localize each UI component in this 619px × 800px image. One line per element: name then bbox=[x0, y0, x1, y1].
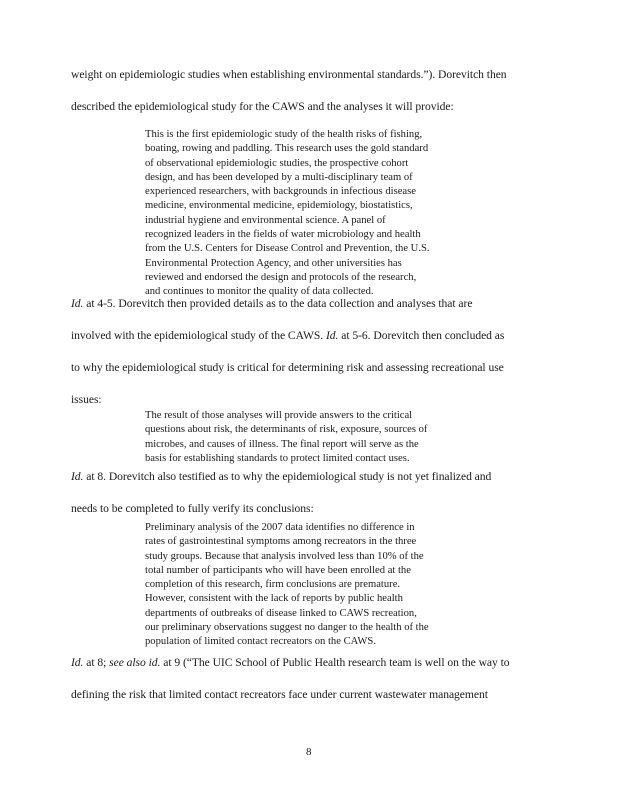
body-text-line: issues: bbox=[71, 393, 102, 406]
text-segment: at 5-6. Dorevitch then concluded as bbox=[338, 329, 505, 342]
quote-line: design, and has been developed by a multi-disciplinary team of bbox=[145, 171, 413, 183]
body-text-line: to why the epidemiological study is critical for determining risk and assessing recreational use bbox=[71, 361, 504, 374]
quote-line: total number of participants who will have been enrolled at the bbox=[145, 564, 411, 576]
body-text-line: weight on epidemiologic studies when establishing environmental standards.”). Dorevitch then bbox=[71, 68, 507, 81]
quote-line: from the U.S. Centers for Disease Control and Prevention, the U.S. bbox=[145, 243, 430, 255]
quote-line: population of limited contact recreators on the CAWS. bbox=[145, 636, 376, 648]
text-segment: at 8. Dorevitch also testified as to why the epidemiological study is not yet finalized and bbox=[83, 470, 492, 483]
quote-line: departments of outbreaks of disease linked to CAWS recreation, bbox=[145, 607, 417, 619]
quote-line: recognized leaders in the fields of water microbiology and health bbox=[145, 229, 421, 241]
quote-line: The result of those analyses will provide answers to the critical bbox=[145, 410, 413, 421]
citation-id: Id. bbox=[71, 656, 84, 669]
body-text-line bbox=[71, 329, 551, 342]
quote-line: basis for establishing standards to protect limited contact uses. bbox=[145, 452, 410, 464]
quote-line: medicine, environmental medicine, epidemiology, biostatistics, bbox=[145, 200, 413, 212]
block-quote bbox=[145, 521, 485, 650]
body-text-line bbox=[71, 470, 551, 483]
quote-line: completion of this research, firm conclusions are premature. bbox=[145, 579, 401, 591]
quote-line: microbes, and causes of illness. The final report will serve as the bbox=[145, 438, 419, 450]
citation-id: Id. bbox=[71, 470, 84, 483]
page-number: 8 bbox=[306, 746, 312, 758]
quote-line: questions about risk, the determinants of risk, exposure, sources of bbox=[145, 424, 428, 436]
text-segment: at 4-5. Dorevitch then provided details as to the data collection and analyses that are bbox=[83, 297, 473, 310]
quote-line: rates of gastrointestinal symptoms among recreators in the three bbox=[145, 536, 417, 548]
text-segment: at 9 (“The UIC School of Public Health research team is well on the way to bbox=[160, 656, 510, 669]
body-text-line bbox=[71, 297, 551, 310]
body-text-line: described the epidemiological study for the CAWS and the analyses it will provide: bbox=[71, 100, 454, 113]
citation-signal: see also id. bbox=[109, 656, 161, 669]
quote-line: of observational epidemiologic studies, the prospective cohort bbox=[145, 157, 409, 169]
quote-line: experienced researchers, with backgrounds in infectious disease bbox=[145, 186, 416, 198]
quote-line: our preliminary observations suggest no danger to the health of the bbox=[145, 622, 429, 634]
citation-id: Id. bbox=[71, 297, 84, 310]
quote-line: Environmental Protection Agency, and other universities has bbox=[145, 257, 402, 269]
block-quote bbox=[145, 409, 485, 466]
quote-line: reviewed and endorsed the design and protocols of the research, bbox=[145, 271, 417, 283]
quote-line: and continues to monitor the quality of data collected. bbox=[145, 286, 374, 298]
text-segment: involved with the epidemiological study of the CAWS. bbox=[71, 329, 326, 342]
body-text-line: needs to be completed to fully verify its conclusions: bbox=[71, 502, 314, 515]
citation-id: Id. bbox=[326, 329, 339, 342]
quote-line: industrial hygiene and environmental science. A panel of bbox=[145, 214, 386, 226]
quote-line: boating, rowing and paddling. This research uses the gold standard bbox=[145, 143, 429, 155]
body-text-line bbox=[71, 656, 551, 669]
quote-line: study groups. Because that analysis involved less than 10% of the bbox=[145, 550, 424, 562]
quote-line: However, consistent with the lack of reports by public health bbox=[145, 593, 403, 605]
block-quote bbox=[145, 128, 485, 300]
quote-line: Preliminary analysis of the 2007 data identifies no difference in bbox=[145, 522, 415, 533]
quote-line: This is the first epidemiologic study of the health risks of fishing, bbox=[145, 129, 423, 140]
text-segment: at 8; bbox=[83, 656, 110, 669]
body-text-line: defining the risk that limited contact recreators face under current wastewater management bbox=[71, 688, 488, 701]
